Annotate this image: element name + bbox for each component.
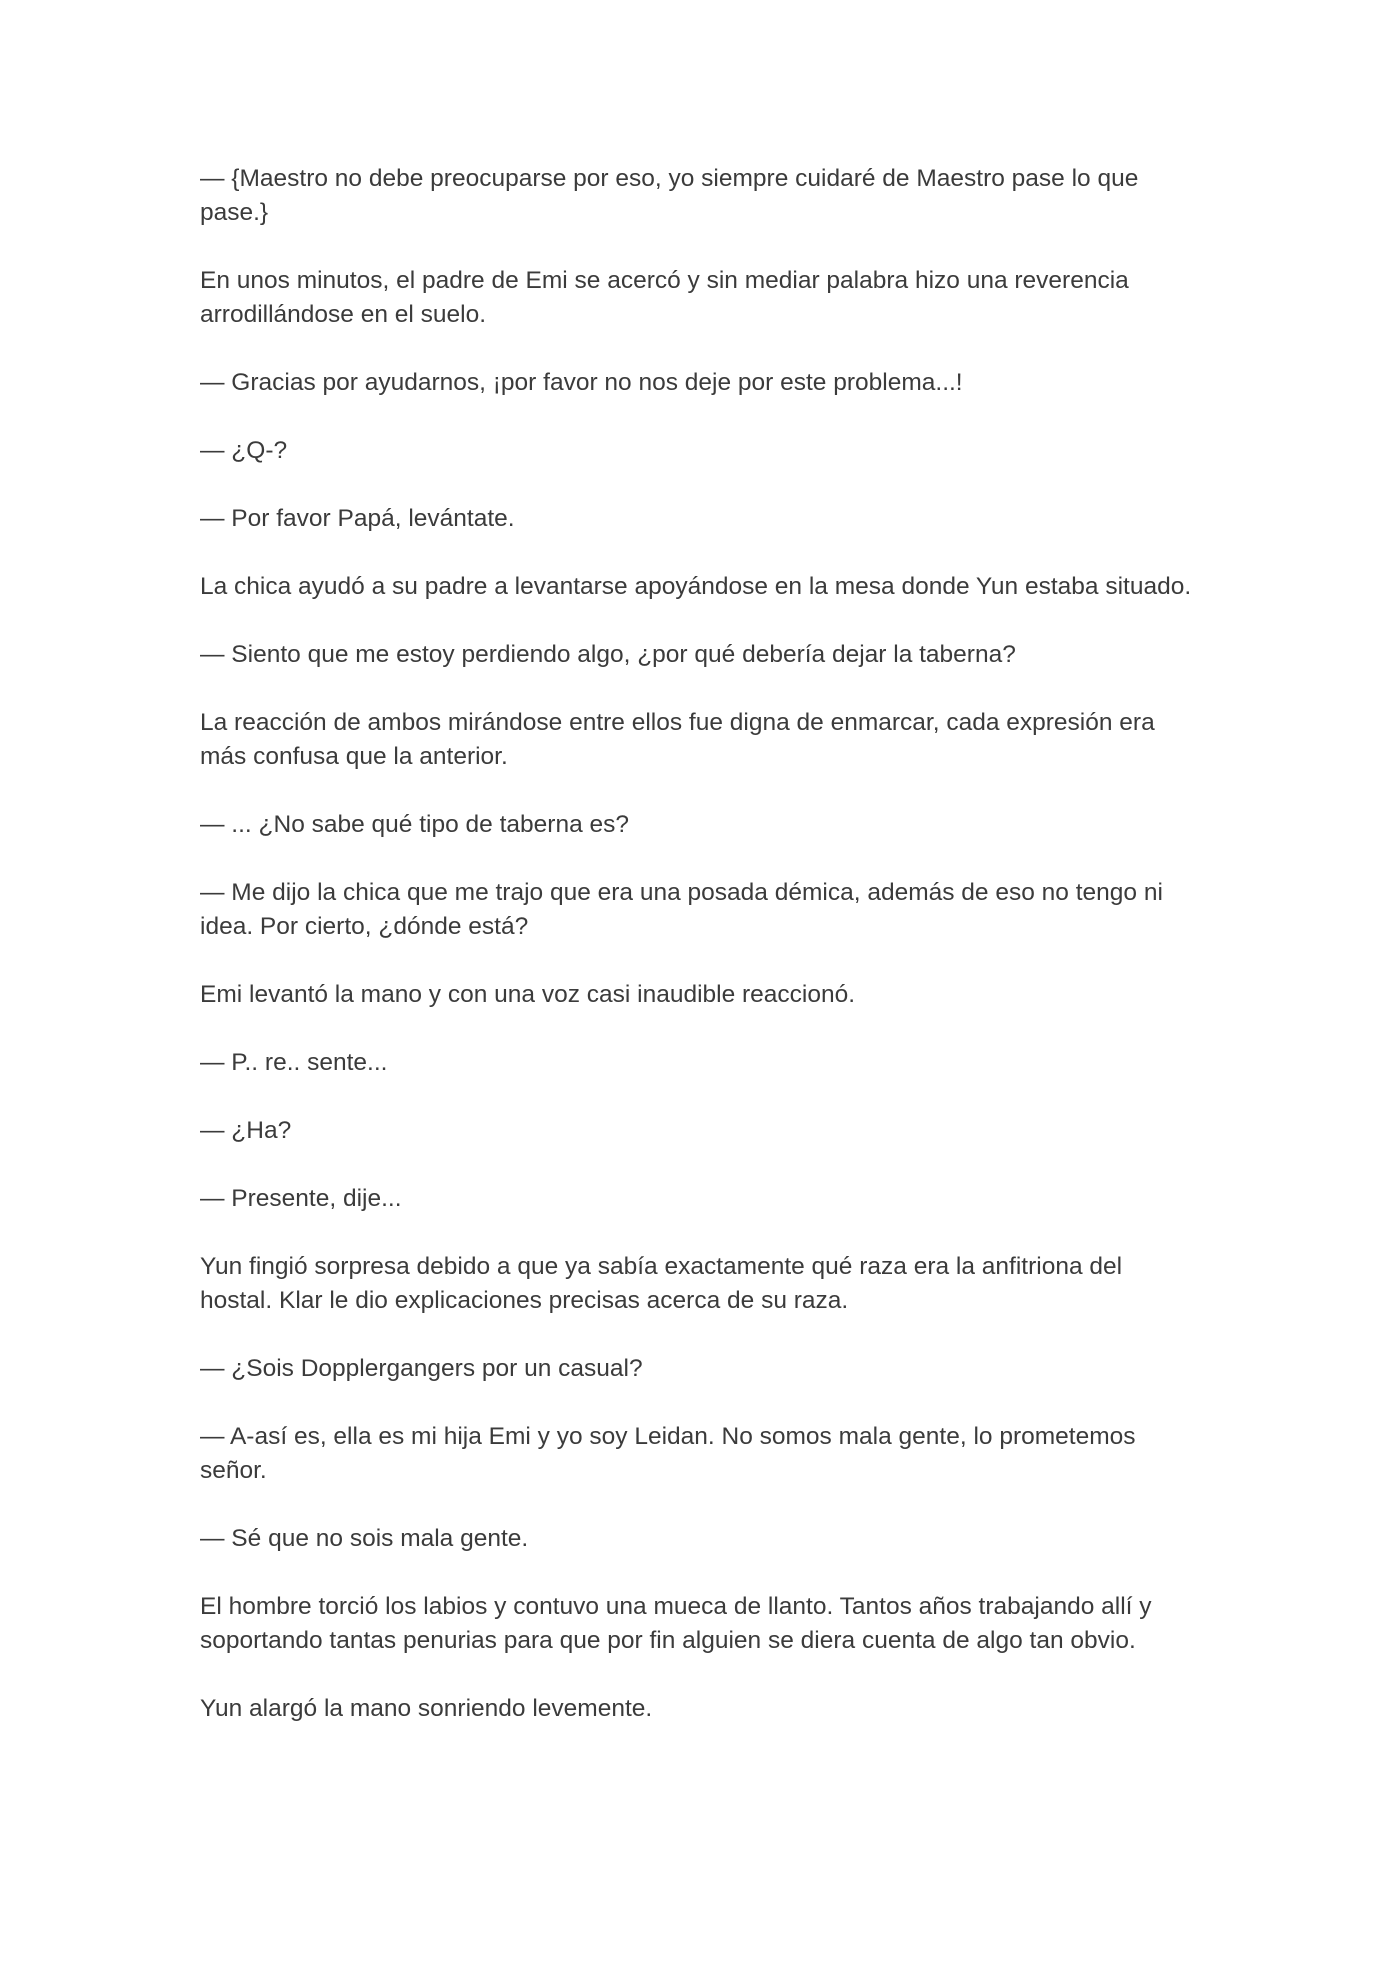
- paragraph: La reacción de ambos mirándose entre ellos fue digna de enmarcar, cada expresión era más confusa que la anterior.: [200, 709, 1155, 770]
- paragraph: — {Maestro no debe preocuparse por eso, yo siempre cuidaré de Maestro pase lo que pase.}: [200, 165, 1139, 226]
- paragraph: — Presente, dije...: [200, 1185, 402, 1212]
- paragraph: La chica ayudó a su padre a levantarse apoyándose en la mesa donde Yun estaba situado.: [200, 573, 1192, 600]
- paragraph: — ¿Q-?: [200, 437, 288, 464]
- paragraph: — ¿Ha?: [200, 1117, 292, 1144]
- paragraph: — Me dijo la chica que me trajo que era una posada démica, además de eso no tengo ni idea. Por cierto, ¿dónde está?: [200, 879, 1163, 940]
- paragraph: — Gracias por ayudarnos, ¡por favor no nos deje por este problema...!: [200, 369, 963, 396]
- paragraph: Yun fingió sorpresa debido a que ya sabía exactamente qué raza era la anfitriona del hostal. Klar le dio explicaciones precisas acerca de su raza.: [200, 1253, 1123, 1314]
- paragraph: — A-así es, ella es mi hija Emi y yo soy Leidan. No somos mala gente, lo prometemos señor.: [200, 1423, 1136, 1484]
- paragraph: — Sé que no sois mala gente.: [200, 1525, 529, 1552]
- paragraph: Yun alargó la mano sonriendo levemente.: [200, 1695, 653, 1722]
- document-body: [200, 162, 1200, 1760]
- paragraph: En unos minutos, el padre de Emi se acercó y sin mediar palabra hizo una reverencia arrodillándose en el suelo.: [200, 267, 1129, 328]
- paragraph: Emi levantó la mano y con una voz casi inaudible reaccionó.: [200, 981, 856, 1008]
- paragraph: — Por favor Papá, levántate.: [200, 505, 515, 532]
- paragraph: — ... ¿No sabe qué tipo de taberna es?: [200, 811, 630, 838]
- paragraph: — P.. re.. sente...: [200, 1049, 388, 1076]
- paragraph: — Siento que me estoy perdiendo algo, ¿por qué debería dejar la taberna?: [200, 641, 1016, 668]
- paragraph: El hombre torció los labios y contuvo una mueca de llanto. Tantos años trabajando allí y soportando tantas penurias para que por fin alguien se diera cuenta de algo tan obvio.: [200, 1593, 1152, 1654]
- paragraph: — ¿Sois Dopplergangers por un casual?: [200, 1355, 643, 1382]
